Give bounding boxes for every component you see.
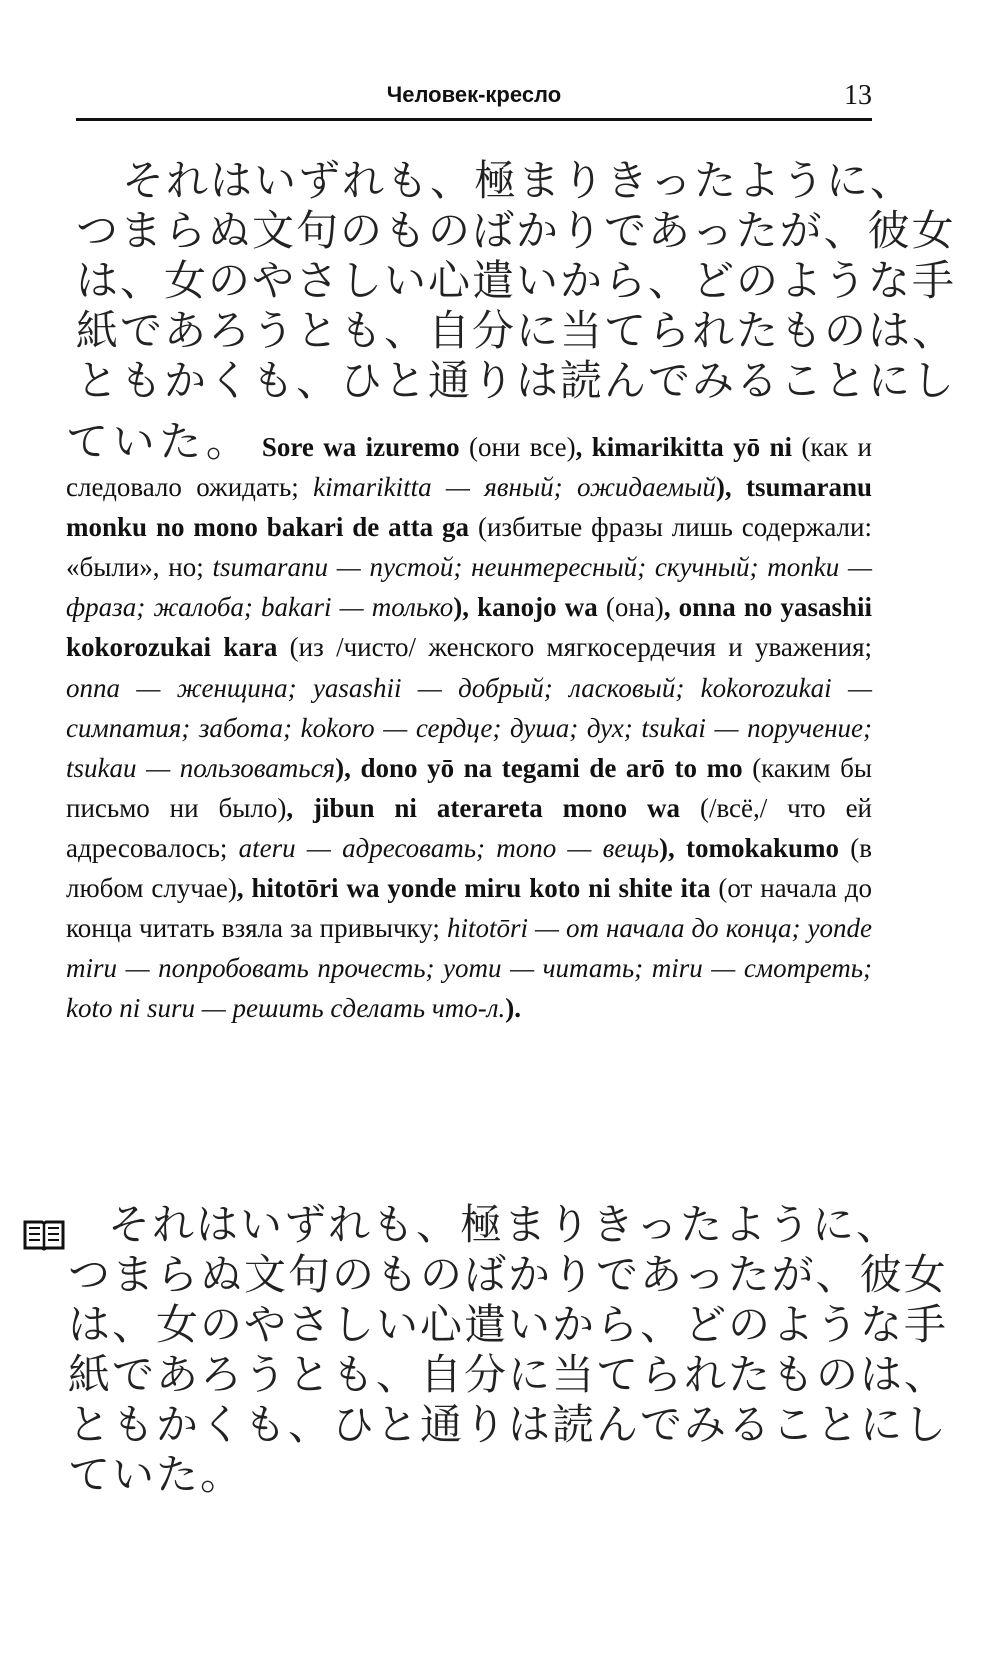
japanese-line: は、女のやさしい心遣いから、どのような手 bbox=[76, 256, 957, 305]
annotation-run: (она) bbox=[597, 592, 664, 623]
annotation-run: (от начала до конца читать взяла за привычку; bbox=[66, 873, 872, 944]
annotation-run: (избитые фразы лишь содержали: «были», но; bbox=[66, 512, 872, 583]
annotation-run: (они все) bbox=[459, 432, 576, 462]
annotation-run: (каким бы письмо ни было) bbox=[66, 752, 872, 823]
annotation-run: ). bbox=[505, 993, 521, 1024]
japanese-line: それはいずれも、極まりきったように、 bbox=[122, 156, 915, 205]
annotation-run: (из /чисто/ женского мягкосердечия и уважения; bbox=[277, 632, 872, 663]
japanese-passage bbox=[76, 156, 957, 406]
annotation-run: onna — женщина; yasashii — добрый; ласковый; kokorozukai — симпатия; забота; kokoro — сердце; душа; дух; tsukai — поручение; tsukau — пользоваться bbox=[66, 672, 872, 783]
japanese-line: 紙であろうとも、自分に当てられたものは、 bbox=[76, 306, 957, 355]
annotation-run: ateru — адресовать; mono — вещь bbox=[238, 832, 660, 863]
word-annotation bbox=[66, 417, 873, 1028]
running-header bbox=[76, 78, 872, 121]
running-title: Человек-кресло bbox=[386, 82, 562, 107]
japanese-line: それはいずれも、極まりきったように、 bbox=[108, 1200, 901, 1249]
annotation-run: , kimarikitta yō ni bbox=[575, 432, 792, 462]
annotation-run: kimarikitta — явный; ожидаемый bbox=[313, 472, 716, 503]
page-number: 13 bbox=[844, 80, 872, 111]
annotation-run: Sore wa izuremo bbox=[261, 432, 460, 462]
annotation-run: ), kanojo wa bbox=[453, 592, 598, 623]
open-book-icon bbox=[22, 1218, 66, 1252]
annotation-run: ), tsumaranu monku no mono bakari de atta ga bbox=[66, 472, 873, 543]
annotation-run: ), tomokakumo bbox=[659, 832, 840, 863]
annotation-run: ), dono yō na tegami de arō to mo bbox=[335, 752, 743, 783]
japanese-line: 紙であろうとも、自分に当てられたものは、 bbox=[68, 1350, 949, 1399]
annotation-run: , onna no yasashii kokorozukai kara bbox=[66, 592, 873, 663]
annotation-run: , jibun ni aterareta mono wa bbox=[286, 792, 681, 823]
annotation-run: (в любом случае) bbox=[66, 832, 872, 904]
japanese-passage-repeat bbox=[68, 1200, 949, 1500]
annotation-run: (/всё,/ что ей адресовалось; bbox=[66, 792, 873, 863]
japanese-line: つまらぬ文句のものばかりであったが、彼女 bbox=[76, 206, 956, 255]
japanese-line: つまらぬ文句のものばかりであったが、彼女 bbox=[68, 1250, 948, 1299]
japanese-line: ていた。 bbox=[68, 1450, 245, 1499]
japanese-line: は、女のやさしい心遣いから、どのような手 bbox=[68, 1300, 949, 1349]
japanese-line: ともかくも、ひと通りは読んでみることにし bbox=[68, 1400, 949, 1449]
japanese-line: ともかくも、ひと通りは読んでみることにし bbox=[76, 356, 957, 405]
annotation-run: (как и следовало ожидать; bbox=[66, 432, 872, 503]
annotation-run: hitotōri — от начала до конца; yonde miru — попробовать прочесть; yomu — читать; miru — смотреть; koto ni suru — решить сделать что-л. bbox=[66, 913, 872, 1024]
japanese-line-end: ていた。 bbox=[66, 417, 253, 466]
annotation-run: , hitotōri wa yonde miru koto ni shite ita bbox=[236, 873, 711, 904]
annotation-run: tsumaranu — пустой; неинтересный; скучный; monku — фраза; жалоба; bakari — только bbox=[66, 552, 872, 623]
annotation-body bbox=[66, 432, 872, 1023]
